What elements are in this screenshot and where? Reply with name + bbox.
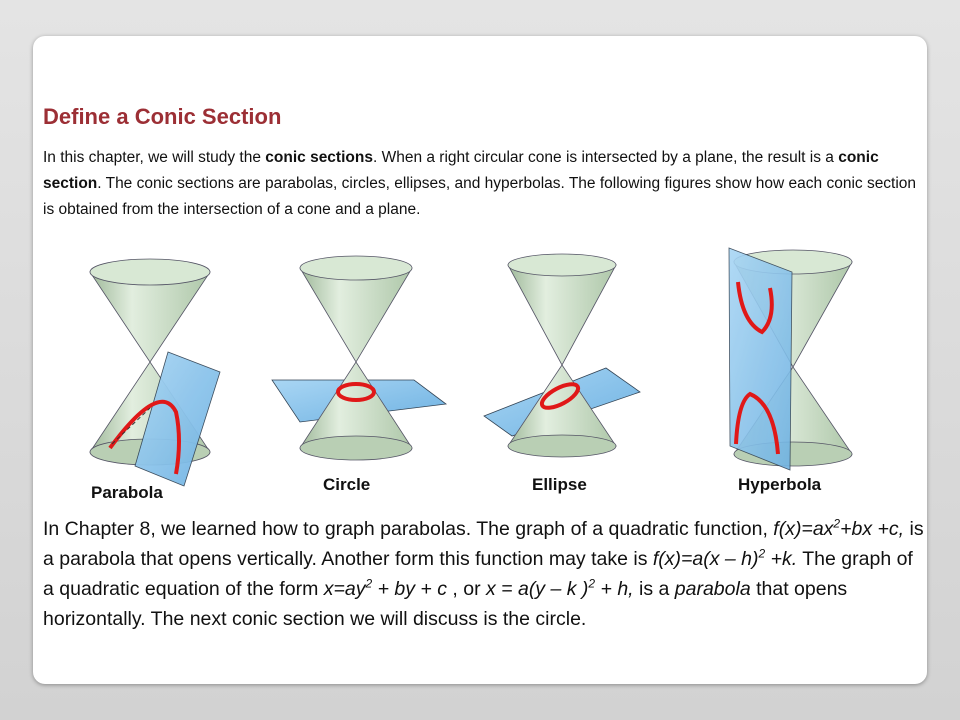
formula-2-b: +k.: [765, 548, 798, 570]
formula-4: [486, 578, 634, 600]
formula-2-exp: 2: [758, 546, 766, 561]
hyperbola-figure: [729, 248, 852, 470]
body-text-4: , or: [446, 578, 486, 600]
body-text-2: is a parabola that opens vertically. Another form this function may take is: [43, 518, 924, 570]
formula-3: [324, 578, 447, 600]
parabola-emphasis: parabola: [674, 578, 751, 600]
formula-4-exp: 2: [588, 576, 596, 591]
body-paragraph: [43, 514, 927, 634]
intro-text-3: . The conic sections are parabolas, circles, ellipses, and hyperbolas. The following figures show how each conic section is obtained from the intersection of a cone and a plane.: [43, 175, 917, 218]
label-hyperbola: Hyperbola: [738, 475, 822, 494]
slide-title: Define a Conic Section: [43, 104, 282, 129]
ellipse-figure: [484, 254, 640, 457]
formula-4-b: + h,: [595, 578, 634, 600]
formula-1: [773, 518, 904, 540]
label-ellipse: Ellipse: [532, 475, 587, 494]
formula-2-a: f(x)=a(x – h): [652, 548, 759, 570]
body-text-3: The graph of a quadratic equation of the form: [43, 548, 913, 600]
label-parabola: Parabola: [91, 483, 163, 502]
intro-bold-1: conic sections: [265, 149, 373, 166]
intro-bold-2: conic section: [43, 149, 879, 192]
label-circle: Circle: [323, 475, 371, 494]
formula-2: [653, 548, 797, 570]
formula-3-b: + by + c: [372, 578, 447, 600]
formula-3-a: x=ay: [323, 578, 366, 600]
formula-1-exp: 2: [833, 516, 841, 531]
formula-1-a: f(x)=ax: [773, 518, 834, 540]
body-text-1: In Chapter 8, we learned how to graph parabolas. The graph of a quadratic function,: [43, 518, 774, 540]
formula-1-b: +bx +c,: [840, 518, 905, 540]
body-text-5: is a: [633, 578, 675, 600]
formula-4-a: x = a(y – k ): [486, 578, 589, 600]
circle-figure: [272, 256, 446, 460]
body-text-6: that opens horizontally. The next conic section we will discuss is the circle.: [43, 578, 848, 630]
intro-text-2: . When a right circular cone is intersected by a plane, the result is a: [372, 149, 839, 166]
intro-text-1: In this chapter, we will study the: [43, 149, 266, 166]
parabola-figure: [90, 259, 220, 486]
formula-3-exp: 2: [365, 576, 373, 591]
